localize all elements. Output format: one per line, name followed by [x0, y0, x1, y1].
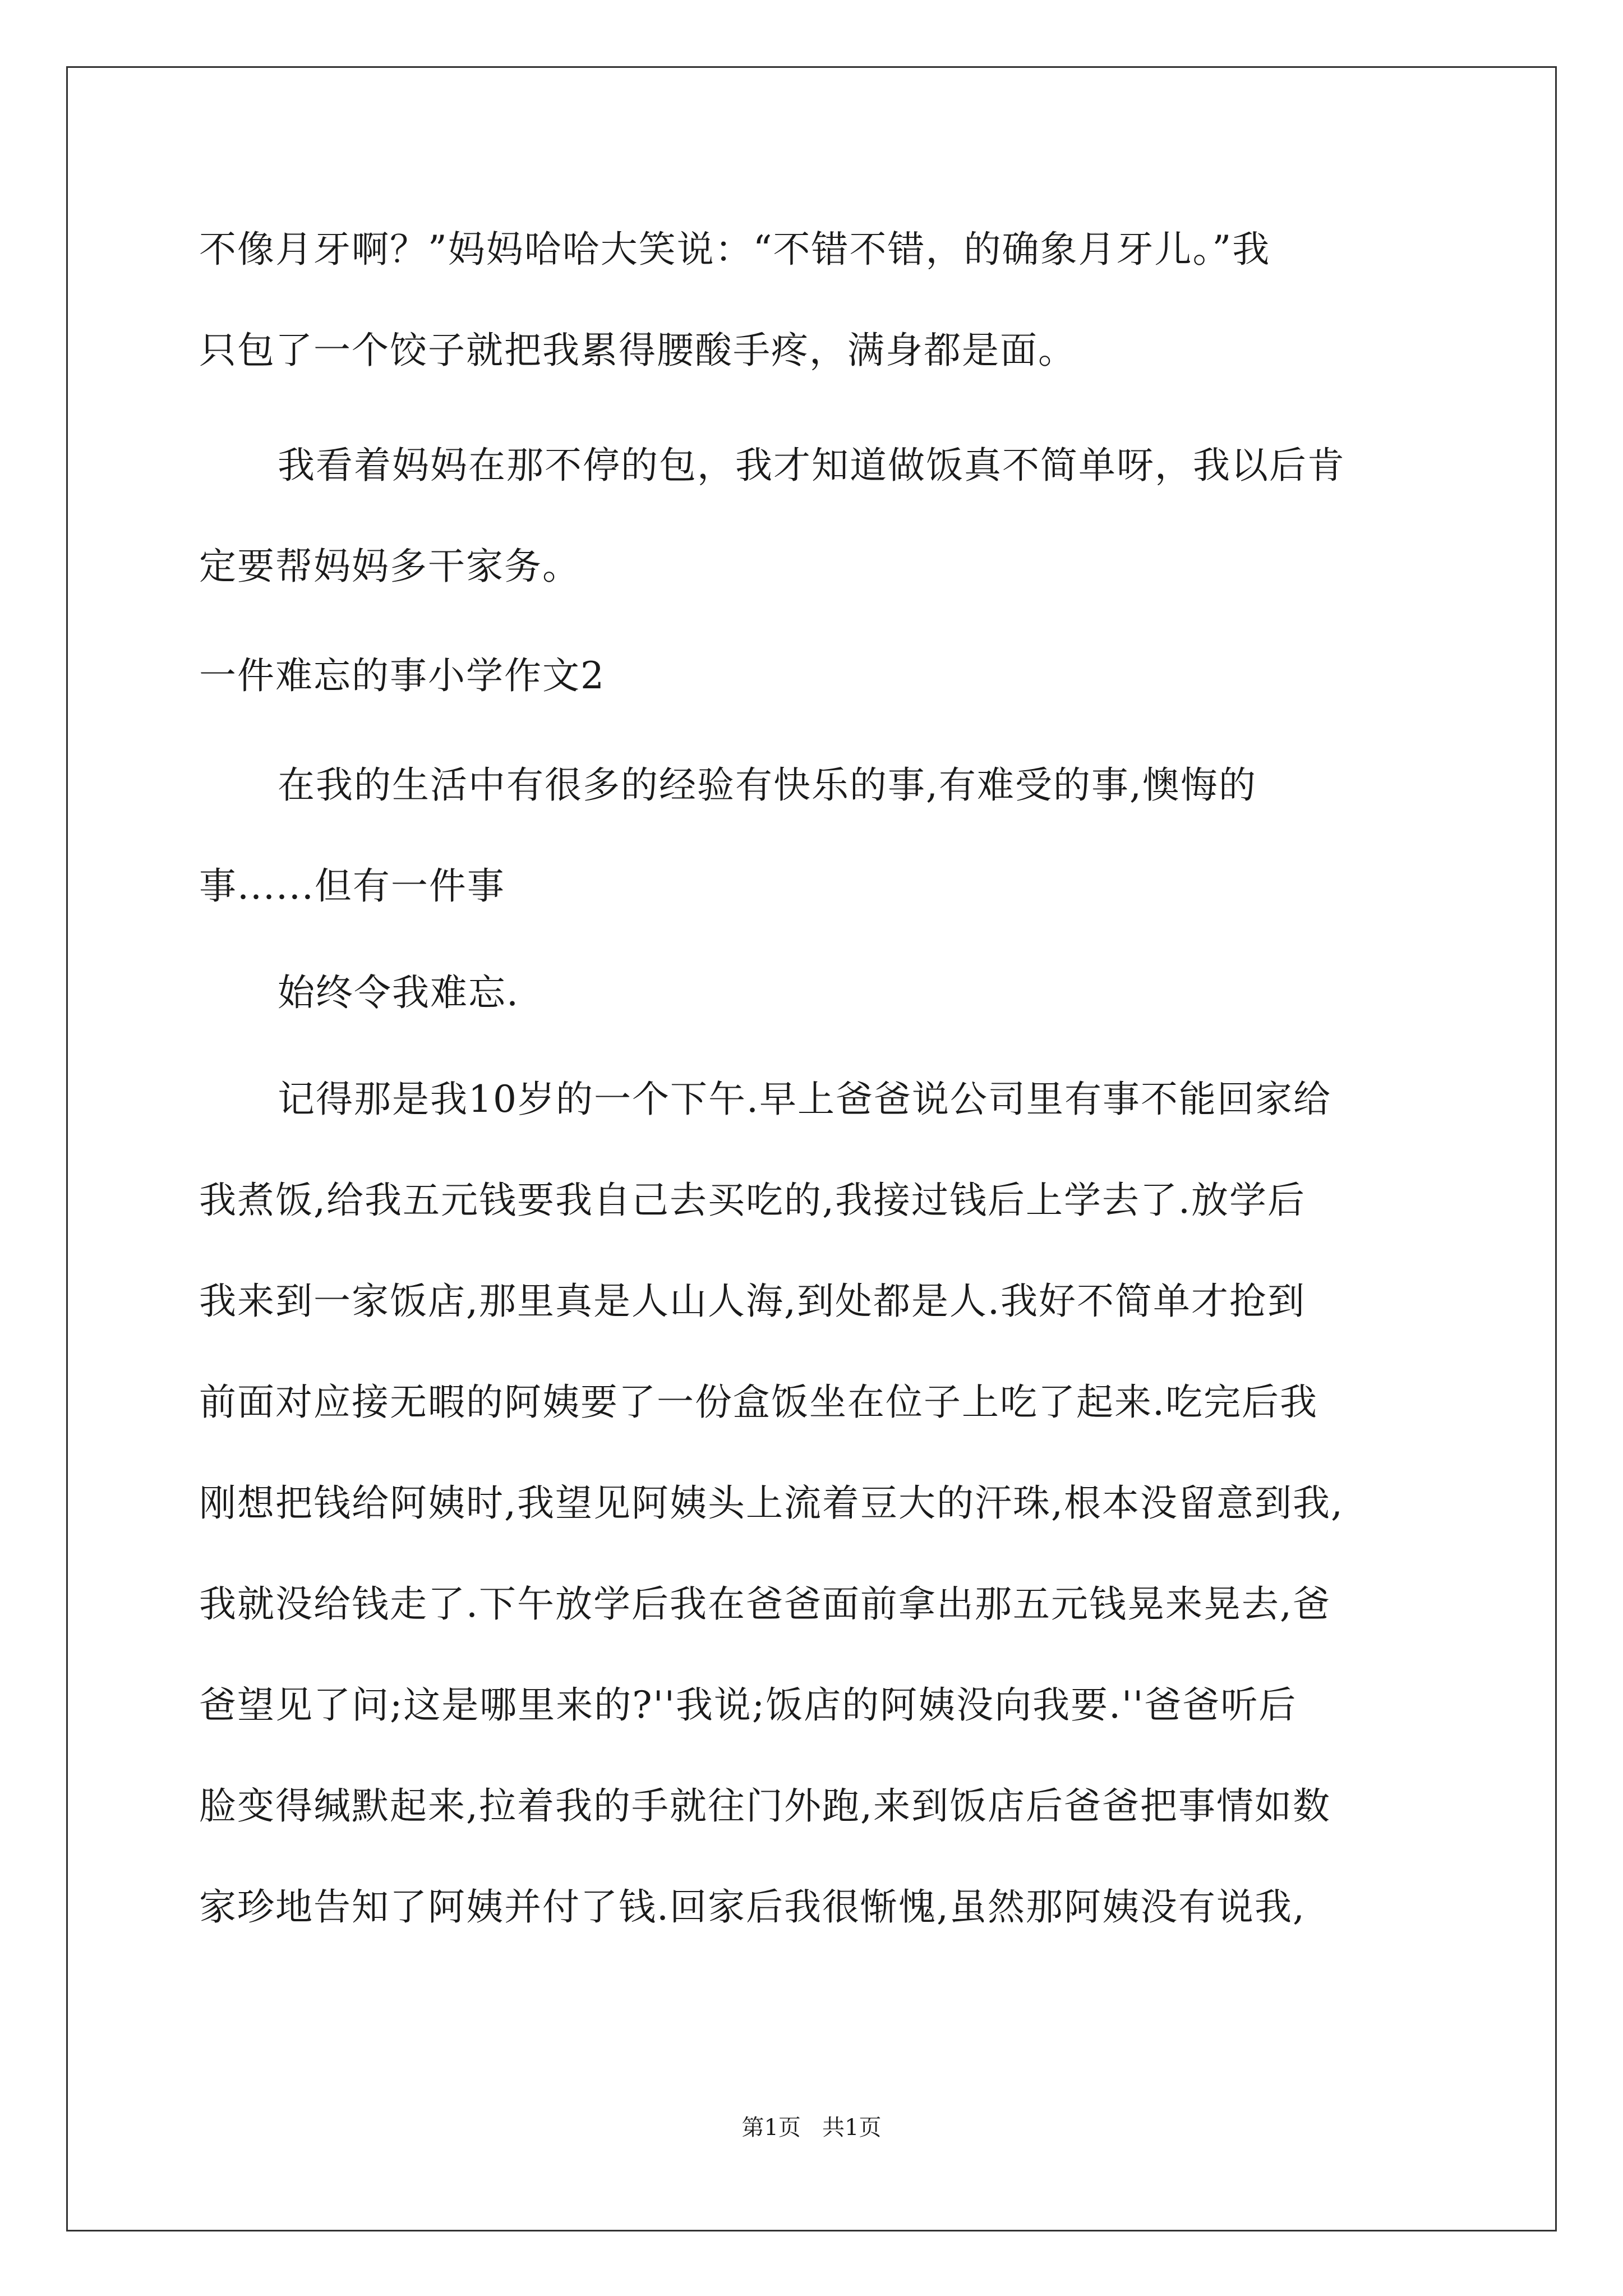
section-heading: 一件难忘的事小学作文2	[199, 654, 605, 697]
text-line: 刚想把钱给阿姨时,我望见阿姨头上流着豆大的汗珠,根本没留意到我,	[199, 1481, 1344, 1525]
text-line: 家珍地告知了阿姨并付了钱.回家后我很惭愧,虽然那阿姨没有说我,	[199, 1885, 1306, 1929]
text-line: 始终令我难忘.	[278, 971, 519, 1014]
text-line: 我看着妈妈在那不停的包，我才知道做饭真不简单呀，我以后肯	[278, 444, 1345, 487]
text-line: 我煮饭,给我五元钱要我自己去买吃的,我接过钱后上学去了.放学后	[199, 1179, 1306, 1222]
text-line: 不像月牙啊？”妈妈哈哈大笑说：“不错不错，的确象月牙儿。”我	[199, 228, 1271, 271]
text-line: 脸变得缄默起来,拉着我的手就往门外跑,来到饭店后爸爸把事情如数	[199, 1784, 1331, 1828]
text-line: 在我的生活中有很多的经验有快乐的事,有难受的事,懊悔的	[278, 763, 1257, 807]
text-line: 记得那是我10岁的一个下午.早上爸爸说公司里有事不能回家给	[278, 1078, 1331, 1121]
text-line: 定要帮妈妈多干家务。	[199, 545, 580, 588]
page-footer: 第1页 共1页	[741, 2115, 882, 2141]
text-line: 我就没给钱走了.下午放学后我在爸爸面前拿出那五元钱晃来晃去,爸	[199, 1582, 1331, 1626]
text-line: 我来到一家饭店,那里真是人山人海,到处都是人.我好不简单才抢到	[199, 1280, 1306, 1323]
text-line: 爸望见了问;这是哪里来的?''我说;饭店的阿姨没向我要.''爸爸听后	[199, 1683, 1297, 1727]
text-line: 只包了一个饺子就把我累得腰酸手疼，满身都是面。	[199, 329, 1076, 372]
text-line: 事......但有一件事	[199, 864, 505, 908]
text-line: 前面对应接无暇的阿姨要了一份盒饭坐在位子上吃了起来.吃完后我	[199, 1381, 1318, 1424]
